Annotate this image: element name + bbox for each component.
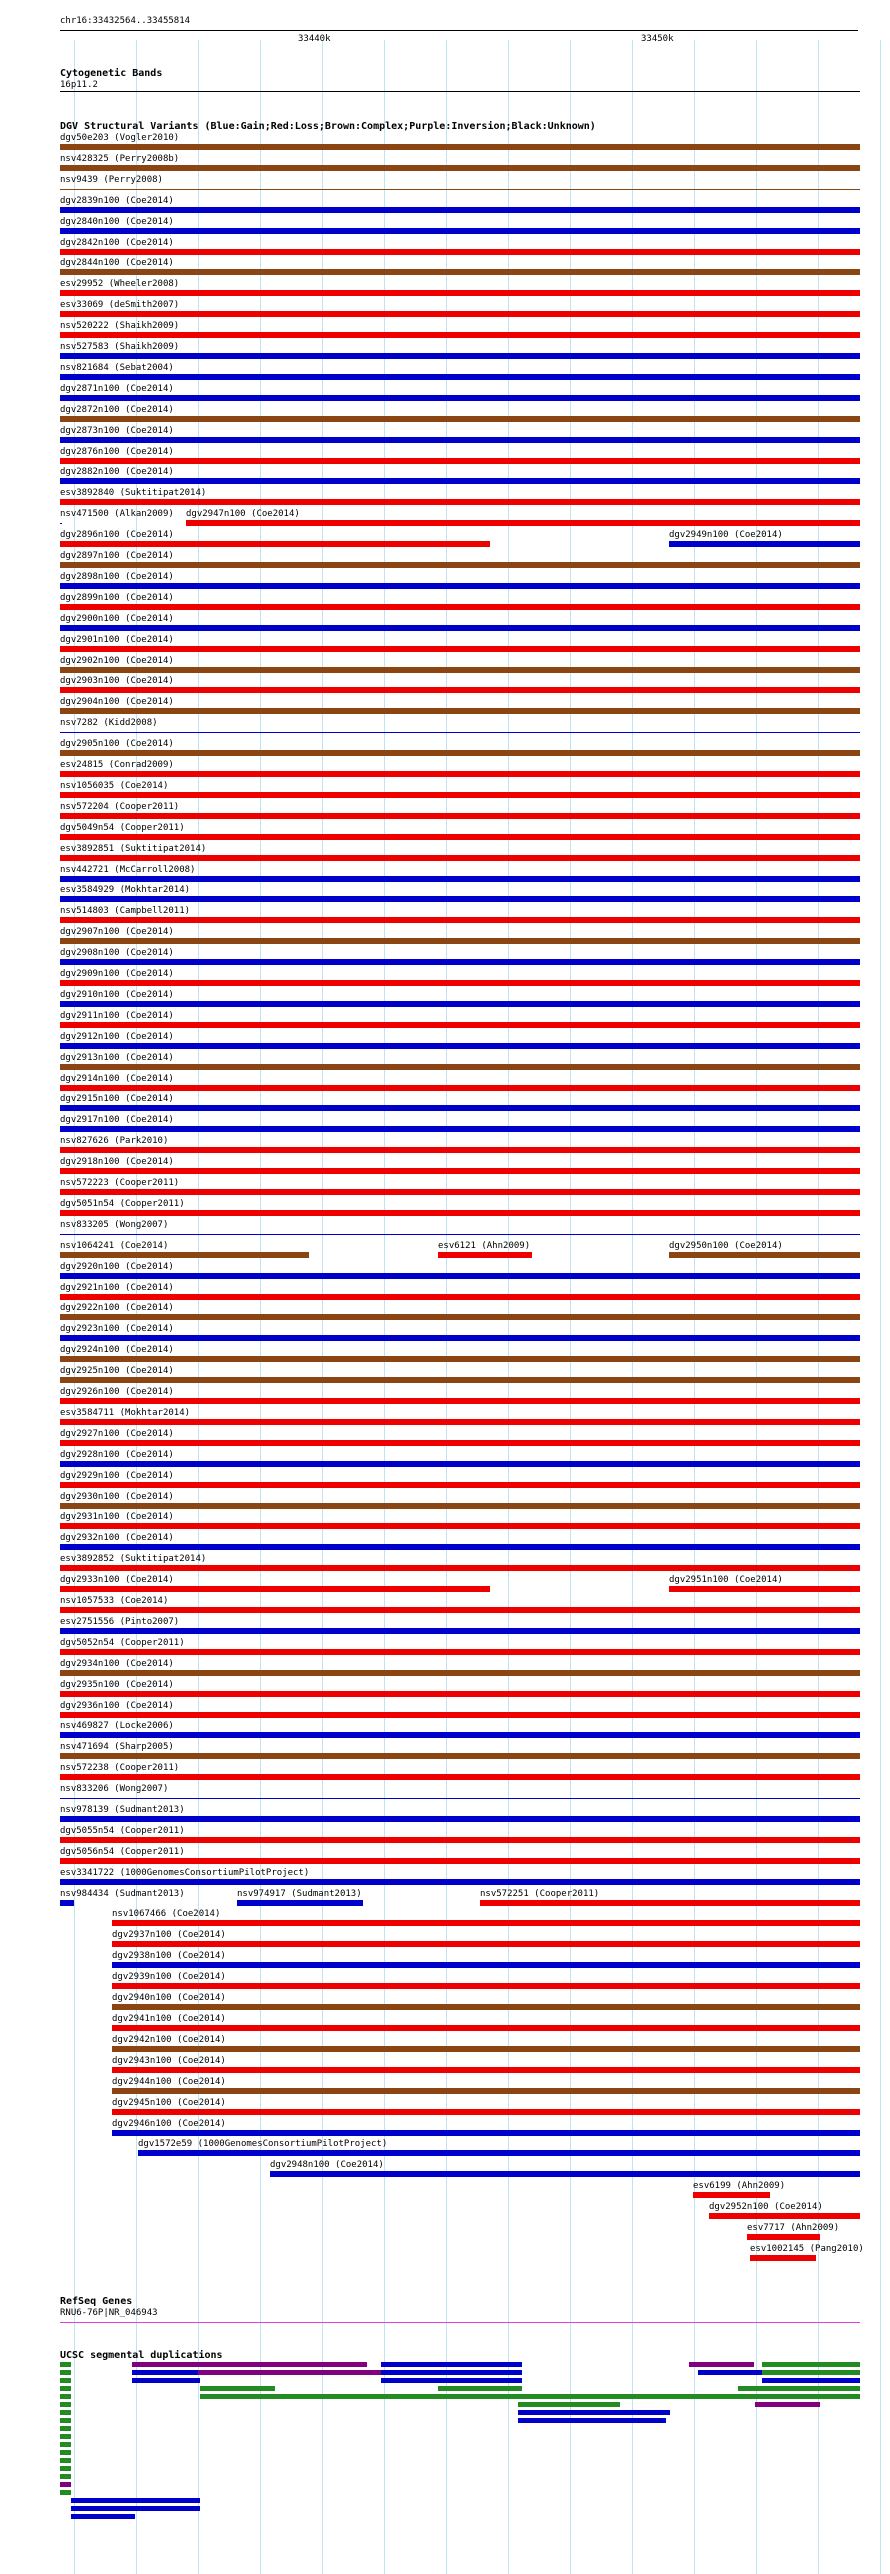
variant-label[interactable]: nsv572204 (Cooper2011) [60,802,180,812]
variant-label[interactable]: esv3584711 (Mokhtar2014) [60,1408,191,1418]
segdup-bar[interactable] [132,2378,200,2383]
variant-label[interactable]: dgv2896n100 (Coe2014) [60,530,174,540]
variant-label[interactable]: dgv2943n100 (Coe2014) [112,2056,226,2066]
variant-label[interactable]: nsv1056035 (Coe2014) [60,781,169,791]
variant-label[interactable]: nsv1064241 (Coe2014) [60,1241,169,1251]
segdup-bar[interactable] [762,2362,860,2367]
variant-label[interactable]: dgv2873n100 (Coe2014) [60,426,174,436]
variant-label[interactable]: nsv821684 (Sebat2004) [60,363,174,373]
segdup-track-title[interactable]: UCSC segmental duplications [60,2350,223,2361]
segdup-bar[interactable] [60,2466,71,2471]
segdup-bar[interactable] [60,2474,71,2479]
cytoband-label: 16p11.2 [60,80,98,90]
ruler-tick-label: 33450k [641,34,674,44]
variant-label[interactable]: dgv5056n54 (Cooper2011) [60,1847,185,1857]
variant-label[interactable]: dgv2844n100 (Coe2014) [60,258,174,268]
variant-label[interactable]: nsv527583 (Shaikh2009) [60,342,180,352]
variant-label[interactable]: dgv2914n100 (Coe2014) [60,1074,174,1084]
variant-label[interactable]: nsv7282 (Kidd2008) [60,718,158,728]
variant-label[interactable]: nsv572251 (Cooper2011) [480,1889,600,1899]
variant-label[interactable]: dgv2923n100 (Coe2014) [60,1324,174,1334]
segdup-bar[interactable] [71,2514,135,2519]
variant-label[interactable]: dgv2912n100 (Coe2014) [60,1032,174,1042]
segdup-bar[interactable] [60,2450,71,2455]
variant-label[interactable]: nsv984434 (Sudmant2013) [60,1889,185,1899]
segdup-bar[interactable] [762,2370,860,2375]
segdup-bar[interactable] [60,2434,71,2439]
segdup-bar[interactable] [689,2362,754,2367]
segdup-bar[interactable] [381,2370,522,2375]
variant-label[interactable]: nsv827626 (Park2010) [60,1136,169,1146]
segdup-bar[interactable] [438,2386,522,2391]
segdup-bar[interactable] [518,2410,670,2415]
variant-label[interactable]: dgv2928n100 (Coe2014) [60,1450,174,1460]
variant-label[interactable]: dgv2924n100 (Coe2014) [60,1345,174,1355]
segdup-bar[interactable] [71,2506,200,2511]
segdup-bar[interactable] [381,2362,522,2367]
variant-label[interactable]: nsv469827 (Locke2006) [60,1721,174,1731]
variant-label[interactable]: esv3341722 (1000GenomesConsortiumPilotProject) [60,1868,310,1878]
segdup-bar[interactable] [60,2378,71,2383]
variant-label[interactable]: nsv520222 (Shaikh2009) [60,321,180,331]
variant-label[interactable]: dgv2839n100 (Coe2014) [60,196,174,206]
segdup-bar[interactable] [381,2378,522,2383]
variant-label[interactable]: dgv2934n100 (Coe2014) [60,1659,174,1669]
variant-label[interactable]: nsv514803 (Campbell2011) [60,906,191,916]
variant-label[interactable]: dgv2918n100 (Coe2014) [60,1157,174,1167]
variant-label[interactable]: dgv2872n100 (Coe2014) [60,405,174,415]
variant-label[interactable]: dgv5051n54 (Cooper2011) [60,1199,185,1209]
variant-label[interactable]: dgv2920n100 (Coe2014) [60,1262,174,1272]
variant-label[interactable]: dgv2931n100 (Coe2014) [60,1512,174,1522]
variant-label[interactable]: dgv50e203 (Vogler2010) [60,133,180,143]
variant-label[interactable]: esv3892851 (Suktitipat2014) [60,844,207,854]
variant-label[interactable]: nsv1057533 (Coe2014) [60,1596,169,1606]
variant-label[interactable]: dgv2939n100 (Coe2014) [112,1972,226,1982]
variant-label[interactable]: dgv2948n100 (Coe2014) [270,2160,384,2170]
segdup-bar[interactable] [755,2402,820,2407]
segdup-bar[interactable] [132,2370,198,2375]
variant-label[interactable]: dgv2932n100 (Coe2014) [60,1533,174,1543]
variant-label[interactable]: dgv2927n100 (Coe2014) [60,1429,174,1439]
variant-label[interactable]: dgv2897n100 (Coe2014) [60,551,174,561]
ruler-tick-label: 33440k [298,34,331,44]
variant-label[interactable]: dgv1572e59 (1000GenomesConsortiumPilotProject) [138,2139,388,2149]
variant-label[interactable]: dgv2938n100 (Coe2014) [112,1951,226,1961]
segdup-bar[interactable] [60,2370,71,2375]
variant-label[interactable]: dgv2921n100 (Coe2014) [60,1283,174,1293]
variant-label[interactable]: esv6199 (Ahn2009) [693,2181,786,2191]
segdup-bar[interactable] [60,2482,71,2487]
variant-label[interactable]: dgv2903n100 (Coe2014) [60,676,174,686]
variant-label[interactable]: dgv2933n100 (Coe2014) [60,1575,174,1585]
variant-label[interactable]: dgv2842n100 (Coe2014) [60,238,174,248]
variant-label[interactable]: esv6121 (Ahn2009) [438,1241,531,1251]
segdup-bar[interactable] [60,2418,71,2423]
dgv-track-title[interactable]: DGV Structural Variants (Blue:Gain;Red:Loss;Brown:Complex;Purple:Inversion;Black:Unknown) [60,121,596,132]
variant-label[interactable]: nsv1067466 (Coe2014) [112,1909,221,1919]
variant-label[interactable]: dgv2949n100 (Coe2014) [669,530,783,540]
variant-label[interactable]: dgv2936n100 (Coe2014) [60,1701,174,1711]
variant-label[interactable]: nsv471694 (Sharp2005) [60,1742,174,1752]
variant-label[interactable]: dgv2925n100 (Coe2014) [60,1366,174,1376]
variant-label[interactable]: nsv978139 (Sudmant2013) [60,1805,185,1815]
variant-label[interactable]: dgv2922n100 (Coe2014) [60,1303,174,1313]
segdup-bar[interactable] [200,2394,860,2399]
variant-label[interactable]: dgv2917n100 (Coe2014) [60,1115,174,1125]
segdup-bar[interactable] [762,2378,860,2383]
variant-label[interactable]: dgv2876n100 (Coe2014) [60,447,174,457]
variant-label[interactable]: dgv2907n100 (Coe2014) [60,927,174,937]
variant-label[interactable]: dgv2950n100 (Coe2014) [669,1241,783,1251]
variant-label[interactable]: esv1002145 (Pang2010) [750,2244,864,2254]
variant-label[interactable]: dgv5052n54 (Cooper2011) [60,1638,185,1648]
variant-label[interactable]: nsv974917 (Sudmant2013) [237,1889,362,1899]
variant-label[interactable]: esv3584929 (Mokhtar2014) [60,885,191,895]
variant-label[interactable]: dgv2910n100 (Coe2014) [60,990,174,1000]
variant-label[interactable]: dgv2909n100 (Coe2014) [60,969,174,979]
segdup-bar[interactable] [60,2362,71,2367]
variant-label[interactable]: esv3892852 (Suktitipat2014) [60,1554,207,1564]
refseq-track-title[interactable]: RefSeq Genes [60,2296,133,2307]
variant-label[interactable]: dgv2926n100 (Coe2014) [60,1387,174,1397]
variant-label[interactable]: dgv2937n100 (Coe2014) [112,1930,226,1940]
variant-label[interactable]: dgv2935n100 (Coe2014) [60,1680,174,1690]
variant-label[interactable]: dgv2902n100 (Coe2014) [60,656,174,666]
refseq-gene-label[interactable]: RNU6-76P|NR_046943 [60,2308,158,2318]
variant-label[interactable]: dgv2840n100 (Coe2014) [60,217,174,227]
segdup-bar[interactable] [60,2394,71,2399]
segdup-bar[interactable] [60,2442,71,2447]
variant-label[interactable]: dgv2908n100 (Coe2014) [60,948,174,958]
segdup-bar[interactable] [738,2386,860,2391]
variant-label[interactable]: esv3892840 (Suktitipat2014) [60,488,207,498]
variant-label[interactable]: nsv572238 (Cooper2011) [60,1763,180,1773]
variant-label[interactable]: nsv572223 (Cooper2011) [60,1178,180,1188]
variant-label[interactable]: dgv2951n100 (Coe2014) [669,1575,783,1585]
variant-label[interactable]: dgv2940n100 (Coe2014) [112,1993,226,2003]
segdup-bar[interactable] [518,2402,620,2407]
variant-label[interactable]: dgv2900n100 (Coe2014) [60,614,174,624]
variant-label[interactable]: nsv833205 (Wong2007) [60,1220,169,1230]
variant-label[interactable]: dgv5049n54 (Cooper2011) [60,823,185,833]
variant-label[interactable]: dgv2898n100 (Coe2014) [60,572,174,582]
segdup-bar[interactable] [71,2498,200,2503]
variant-label[interactable]: esv29952 (Wheeler2008) [60,279,180,289]
variant-label[interactable]: dgv2952n100 (Coe2014) [709,2202,823,2212]
variant-label[interactable]: esv24815 (Conrad2009) [60,760,174,770]
segdup-bar[interactable] [200,2386,275,2391]
segdup-bar[interactable] [60,2402,71,2407]
variant-label[interactable]: nsv442721 (McCarroll2008) [60,865,196,875]
variant-label[interactable]: dgv2899n100 (Coe2014) [60,593,174,603]
variant-label[interactable]: dgv2915n100 (Coe2014) [60,1094,174,1104]
variant-label[interactable]: nsv428325 (Perry2008b) [60,154,180,164]
segdup-bar[interactable] [60,2386,71,2391]
variant-label[interactable]: dgv2904n100 (Coe2014) [60,697,174,707]
variant-label[interactable]: dgv2929n100 (Coe2014) [60,1471,174,1481]
variant-label[interactable]: dgv2944n100 (Coe2014) [112,2077,226,2087]
variant-label[interactable]: dgv2930n100 (Coe2014) [60,1492,174,1502]
variant-label[interactable]: dgv2882n100 (Coe2014) [60,467,174,477]
segdup-bar[interactable] [60,2490,71,2495]
variant-label[interactable]: dgv2942n100 (Coe2014) [112,2035,226,2045]
variant-label[interactable]: dgv2901n100 (Coe2014) [60,635,174,645]
coordinate-label: chr16:33432564..33455814 [60,16,191,26]
variant-label[interactable]: dgv2946n100 (Coe2014) [112,2119,226,2129]
variant-label[interactable]: nsv9439 (Perry2008) [60,175,163,185]
segdup-bar[interactable] [698,2370,762,2375]
variant-label[interactable]: dgv2905n100 (Coe2014) [60,739,174,749]
segdup-bar[interactable] [132,2362,367,2367]
variant-label[interactable]: nsv471500 (Alkan2009) [60,509,174,519]
variant-label[interactable]: esv7717 (Ahn2009) [747,2223,840,2233]
segdup-bar[interactable] [60,2458,71,2463]
variant-label[interactable]: dgv2941n100 (Coe2014) [112,2014,226,2024]
variant-label[interactable]: dgv2913n100 (Coe2014) [60,1053,174,1063]
variant-label[interactable]: dgv2871n100 (Coe2014) [60,384,174,394]
variant-label[interactable]: nsv833206 (Wong2007) [60,1784,169,1794]
variant-label[interactable]: dgv2911n100 (Coe2014) [60,1011,174,1021]
variant-label[interactable]: esv2751556 (Pinto2007) [60,1617,180,1627]
segdup-bar[interactable] [198,2370,381,2375]
segdup-bar[interactable] [60,2426,71,2431]
variant-label[interactable]: dgv5055n54 (Cooper2011) [60,1826,185,1836]
variant-label[interactable]: dgv2945n100 (Coe2014) [112,2098,226,2108]
variant-label[interactable]: dgv2947n100 (Coe2014) [186,509,300,519]
variant-label[interactable]: esv33069 (deSmith2007) [60,300,180,310]
segdup-bar[interactable] [60,2410,71,2415]
segdup-bar[interactable] [518,2418,666,2423]
cytoband-track-title[interactable]: Cytogenetic Bands [60,68,163,79]
